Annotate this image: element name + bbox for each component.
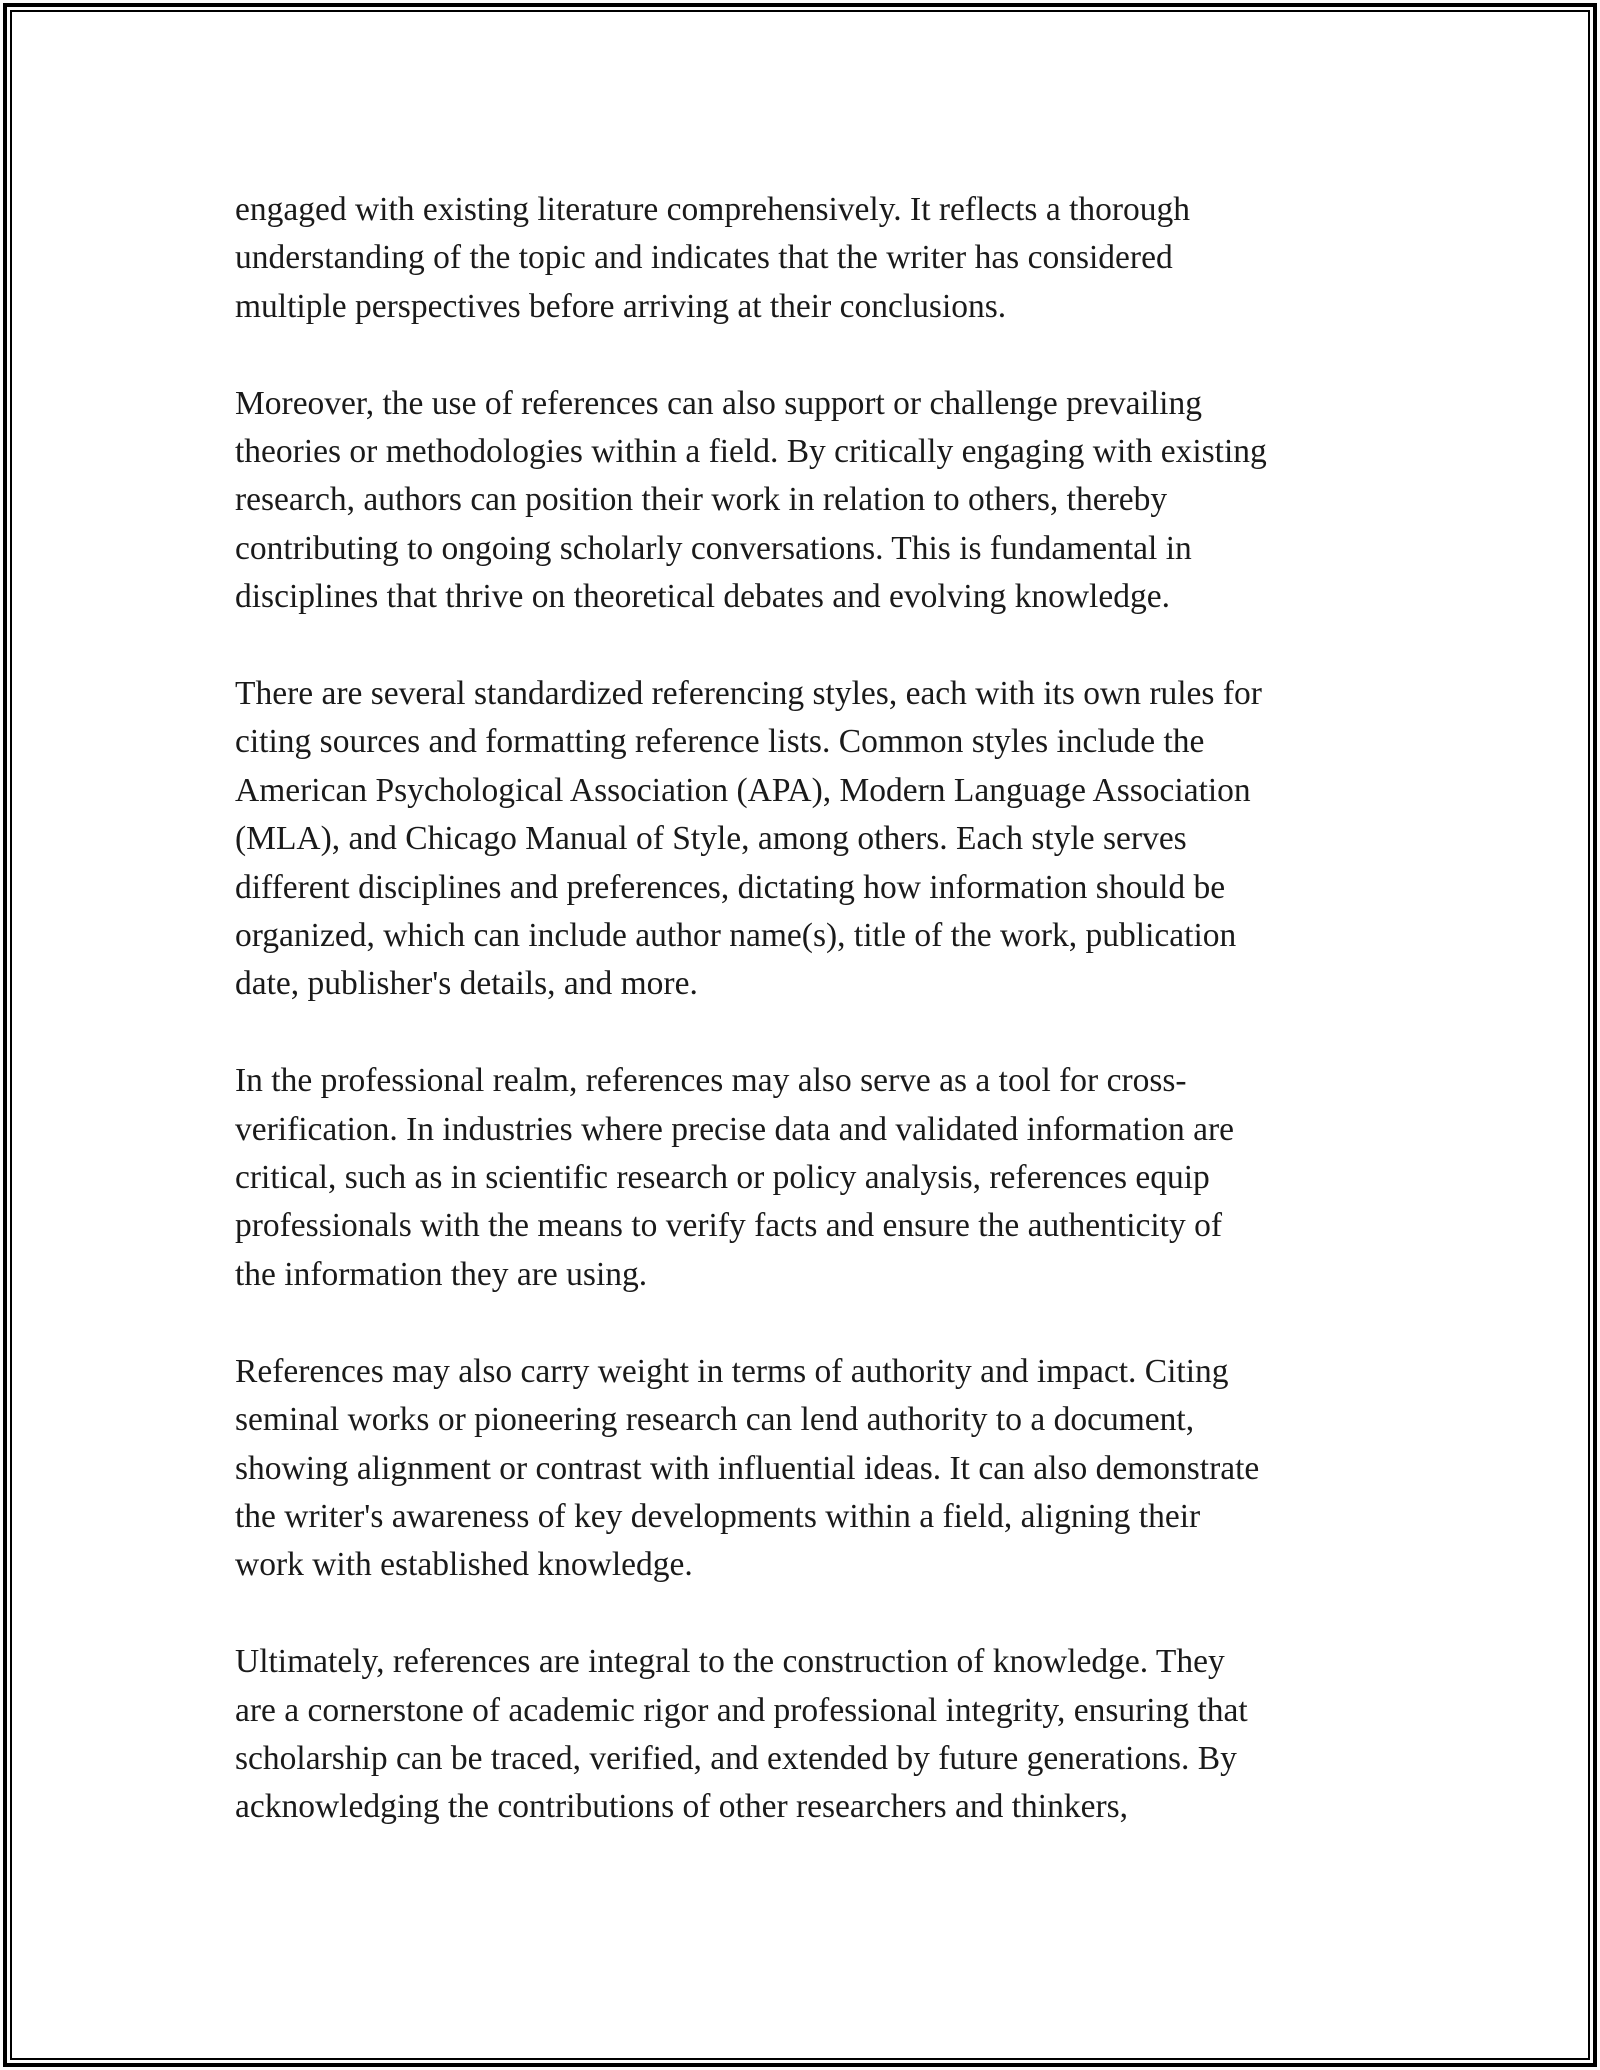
text-line: scholarship can be traced, verified, and extended by future generations. By (235, 1739, 1237, 1777)
text-line: contributing to ongoing scholarly conversations. This is fundamental in (235, 529, 1192, 567)
text-line: organized, which can include author name(s), title of the work, publication (235, 917, 1237, 955)
paragraph (235, 380, 1375, 622)
text-line: are a cornerstone of academic rigor and professional integrity, ensuring that (235, 1691, 1248, 1729)
text-line: There are several standardized referencing styles, each with its own rules for (235, 675, 1262, 713)
text-line: critical, such as in scientific research or policy analysis, references equip (235, 1159, 1210, 1197)
text-line: References may also carry weight in terms of authority and impact. Citing (235, 1352, 1229, 1390)
text-line: research, authors can position their work in relation to others, thereby (235, 481, 1168, 519)
text-line: disciplines that thrive on theoretical debates and evolving knowledge. (235, 578, 1170, 616)
text-line: citing sources and formatting reference lists. Common styles include the (235, 723, 1205, 761)
text-line: verification. In industries where precise data and validated information are (235, 1110, 1235, 1148)
text-line: the information they are using. (235, 1255, 648, 1293)
text-line: the writer's awareness of key developments within a field, aligning their (235, 1497, 1201, 1535)
paragraph (235, 670, 1375, 1009)
text-line: American Psychological Association (APA), Modern Language Association (235, 771, 1251, 809)
text-line: professionals with the means to verify facts and ensure the authenticity of (235, 1207, 1223, 1245)
paragraph (235, 1638, 1375, 1832)
paragraph (235, 1057, 1375, 1299)
text-line: In the professional realm, references may also serve as a tool for cross- (235, 1062, 1187, 1100)
text-line: date, publisher's details, and more. (235, 965, 698, 1003)
text-line: theories or methodologies within a field. By critically engaging with existing (235, 433, 1267, 471)
text-line: multiple perspectives before arriving at their conclusions. (235, 287, 1007, 325)
paragraph (235, 186, 1375, 331)
text-line: acknowledging the contributions of other researchers and thinkers, (235, 1788, 1129, 1826)
text-line: work with established knowledge. (235, 1546, 693, 1584)
text-line: Ultimately, references are integral to the construction of knowledge. They (235, 1643, 1225, 1681)
text-line: showing alignment or contrast with influential ideas. It can also demonstrate (235, 1449, 1260, 1487)
text-line: seminal works or pioneering research can lend authority to a document, (235, 1401, 1195, 1439)
document-body (235, 186, 1375, 1880)
text-line: understanding of the topic and indicates that the writer has considered (235, 239, 1173, 277)
text-line: Moreover, the use of references can also support or challenge prevailing (235, 384, 1202, 422)
text-line: (MLA), and Chicago Manual of Style, among others. Each style serves (235, 820, 1187, 858)
paragraph (235, 1348, 1375, 1590)
text-line: different disciplines and preferences, dictating how information should be (235, 868, 1226, 906)
text-line: engaged with existing literature comprehensively. It reflects a thorough (235, 191, 1191, 228)
